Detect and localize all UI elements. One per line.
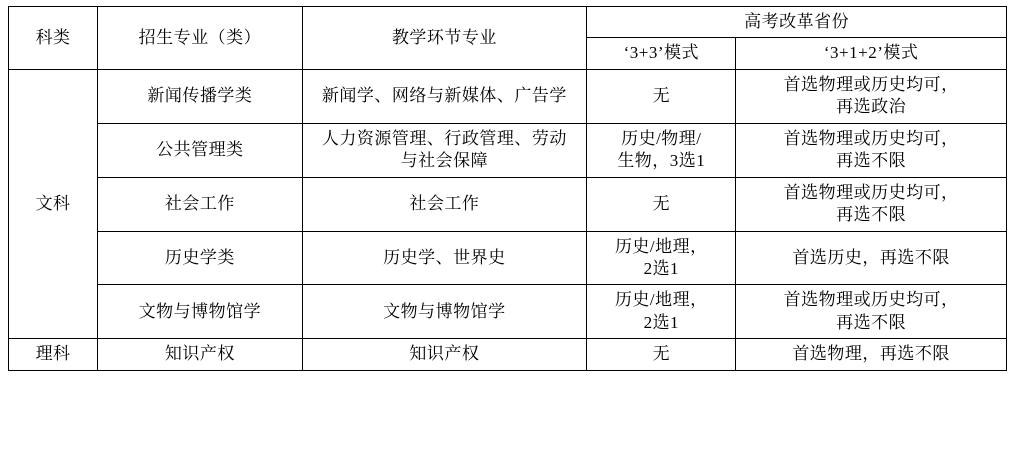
cell-teaching-major: 新闻学、网络与新媒体、广告学	[302, 69, 587, 123]
table-header-row-1	[9, 7, 1007, 38]
header-teaching-major: 教学环节专业	[302, 7, 587, 70]
cell-mode-33: 无	[587, 69, 736, 123]
cell-major-group: 文物与博物馆学	[98, 285, 302, 339]
table-row	[9, 69, 1007, 123]
cell-teaching-major: 文物与博物馆学	[302, 285, 587, 339]
cell-teaching-major: 人力资源管理、行政管理、劳动 与社会保障	[302, 123, 587, 177]
cell-teaching-major: 社会工作	[302, 177, 587, 231]
cell-mode-312: 首选物理，再选不限	[736, 339, 1007, 370]
table-row	[9, 339, 1007, 370]
header-major-group: 招生专业（类）	[98, 7, 302, 70]
cell-major-group: 历史学类	[98, 231, 302, 285]
cell-mode-33: 无	[587, 339, 736, 370]
header-mode-312: ‘3+1+2’模式	[736, 38, 1007, 69]
cell-mode-312: 首选物理或历史均可， 再选不限	[736, 123, 1007, 177]
cell-mode-312: 首选历史，再选不限	[736, 231, 1007, 285]
cell-mode-312: 首选物理或历史均可， 再选政治	[736, 69, 1007, 123]
cell-mode-33: 无	[587, 177, 736, 231]
cell-mode-33: 历史/物理/ 生物，3选1	[587, 123, 736, 177]
cell-major-group: 新闻传播学类	[98, 69, 302, 123]
header-category: 科类	[9, 7, 98, 70]
cell-major-group: 知识产权	[98, 339, 302, 370]
cell-major-group: 社会工作	[98, 177, 302, 231]
table-header	[9, 7, 1007, 70]
cell-mode-312: 首选物理或历史均可， 再选不限	[736, 285, 1007, 339]
cell-category-science: 理科	[9, 339, 98, 370]
table-body	[9, 69, 1007, 370]
table-row	[9, 285, 1007, 339]
header-reform-provinces: 高考改革省份	[587, 7, 1007, 38]
admission-majors-table	[8, 6, 1007, 371]
cell-mode-312: 首选物理或历史均可， 再选不限	[736, 177, 1007, 231]
cell-mode-33: 历史/地理， 2选1	[587, 285, 736, 339]
table-row	[9, 177, 1007, 231]
cell-teaching-major: 历史学、世界史	[302, 231, 587, 285]
cell-teaching-major: 知识产权	[302, 339, 587, 370]
table-row	[9, 231, 1007, 285]
table-row	[9, 123, 1007, 177]
cell-category-liberal-arts: 文科	[9, 69, 98, 338]
header-mode-33: ‘3+3’模式	[587, 38, 736, 69]
cell-mode-33: 历史/地理， 2选1	[587, 231, 736, 285]
cell-major-group: 公共管理类	[98, 123, 302, 177]
